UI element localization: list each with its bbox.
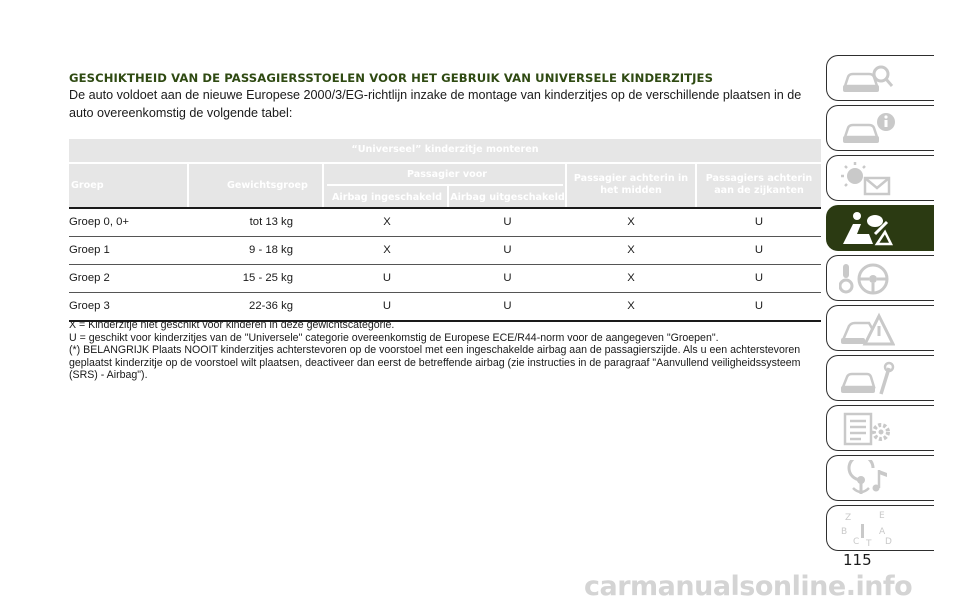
cell-groep: Groep 0, 0+ — [69, 216, 129, 228]
child-seat-table — [69, 139, 821, 322]
table-notes — [69, 319, 821, 382]
page-number: 115 — [843, 551, 872, 569]
multimedia-icon — [839, 460, 895, 498]
cell-gewicht: 9 - 18 kg — [249, 244, 293, 256]
index-letter-e: E — [879, 511, 885, 521]
cell-achter-midden: X — [627, 216, 635, 228]
header-achter-zijkanten: Passagiers achterin aan de zijkanten — [705, 173, 813, 196]
cell-airbag-in: U — [382, 272, 392, 284]
cell-airbag-uit: U — [503, 272, 512, 284]
cell-airbag-uit: U — [503, 244, 512, 256]
note-x: X = Kinderzitje niet geschikt voor kinderen in deze gewichtscategorie. — [69, 319, 395, 331]
cell-airbag-in: X — [383, 244, 391, 256]
car-info-icon — [839, 110, 895, 148]
index-letter-z: Z — [845, 513, 852, 523]
tab-multimedia[interactable] — [826, 455, 934, 501]
note-important: (*) BELANGRIJK Plaats NOOIT kinderzitjes achterstevoren op de voorstoel met een ingeschakelde airbag aan de passagierszijde. Als u een achterstevoren geplaatst kinderzitje op de voorstoel wilt plaatsen, deactiveer dan eerst de betreffende airbag (zie instructies in de paragraaf "Aanvullend veiligheidssysteem (SRS) - Airbag"). — [69, 344, 801, 381]
tab-warning-lights[interactable] — [826, 155, 934, 201]
cell-achter-zij: U — [754, 272, 764, 284]
tab-specs[interactable] — [826, 405, 934, 451]
section-heading: GESCHIKTHEID VAN DE PASSAGIERSSTOELEN VOOR HET GEBRUIK VAN UNIVERSELE KINDERZITJES — [69, 71, 714, 85]
tab-breakdown[interactable] — [826, 305, 934, 351]
cell-gewicht: 15 - 25 kg — [242, 272, 293, 284]
table-row — [69, 265, 821, 293]
header-achter-midden: Passagier achterin in het midden — [573, 173, 689, 196]
header-airbag-ingeschakeld: Airbag ingeschakeld — [332, 192, 442, 203]
tab-steering-key[interactable] — [826, 255, 934, 301]
table-header — [69, 139, 821, 209]
cell-achter-midden: X — [627, 272, 635, 284]
intro-paragraph: De auto voldoet aan de nieuwe Europese 2000/3/EG-richtlijn inzake de montage van kinderzitjes op de verschillende plaatsen in de auto overeenkomstig de volgende tabel: — [69, 88, 802, 120]
tab-airbag-seat[interactable] — [826, 205, 934, 251]
table-super-header: “Universeel” kinderzitje monteren — [351, 144, 539, 155]
car-service-icon — [839, 360, 895, 398]
tab-car-info[interactable] — [826, 105, 934, 151]
cell-airbag-uit: U — [503, 216, 512, 228]
header-airbag-uitgeschakeld: Airbag uitgeschakeld — [450, 192, 565, 203]
steering-key-icon — [839, 260, 895, 298]
header-passagier-voor: Passagier voor — [406, 169, 488, 180]
header-divider — [327, 184, 563, 186]
tab-car-search[interactable] — [826, 55, 934, 101]
watermark: carmanualsonline.info — [584, 571, 913, 602]
index-letter-d: D — [885, 537, 892, 547]
warning-lights-icon — [839, 160, 895, 198]
cell-achter-zij: U — [754, 244, 764, 256]
header-gewichtsgroep: Gewichtsgroep — [227, 180, 308, 191]
car-search-icon — [839, 60, 895, 98]
specs-list-icon — [839, 410, 895, 448]
tab-car-service[interactable] — [826, 355, 934, 401]
header-divider — [187, 163, 189, 207]
note-u: U = geschikt voor kinderzitjes van de "Universele" categorie overeenkomstig de Europese ECE/R44-norm voor de aangegeven "Groepen". — [69, 331, 719, 344]
index-letter-a: A — [879, 527, 886, 537]
cell-achter-midden: X — [627, 244, 635, 256]
table-row — [69, 237, 821, 265]
index-letter-b: B — [841, 527, 848, 537]
breakdown-triangle-icon — [839, 310, 895, 348]
cell-achter-midden: X — [627, 300, 635, 312]
cell-groep: Groep 3 — [69, 300, 110, 312]
index-letter-t: T — [866, 539, 872, 548]
table-row — [69, 293, 821, 322]
index-letters-icon — [839, 510, 895, 548]
index-letter-c: C — [853, 537, 860, 547]
cell-groep: Groep 1 — [69, 244, 110, 256]
airbag-seat-icon — [839, 210, 895, 248]
cell-airbag-uit: U — [503, 300, 512, 312]
cell-achter-zij: U — [754, 216, 764, 228]
cell-gewicht: 22-36 kg — [249, 300, 293, 312]
cell-airbag-in: U — [382, 300, 392, 312]
cell-achter-zij: U — [754, 300, 764, 312]
cell-gewicht: tot 13 kg — [249, 216, 293, 228]
table-row — [69, 209, 821, 237]
header-divider — [322, 163, 324, 207]
tab-index[interactable] — [826, 505, 934, 551]
cell-groep: Groep 2 — [69, 272, 110, 284]
header-divider — [69, 162, 821, 164]
cell-airbag-in: X — [383, 216, 391, 228]
header-groep: Groep — [71, 180, 104, 191]
